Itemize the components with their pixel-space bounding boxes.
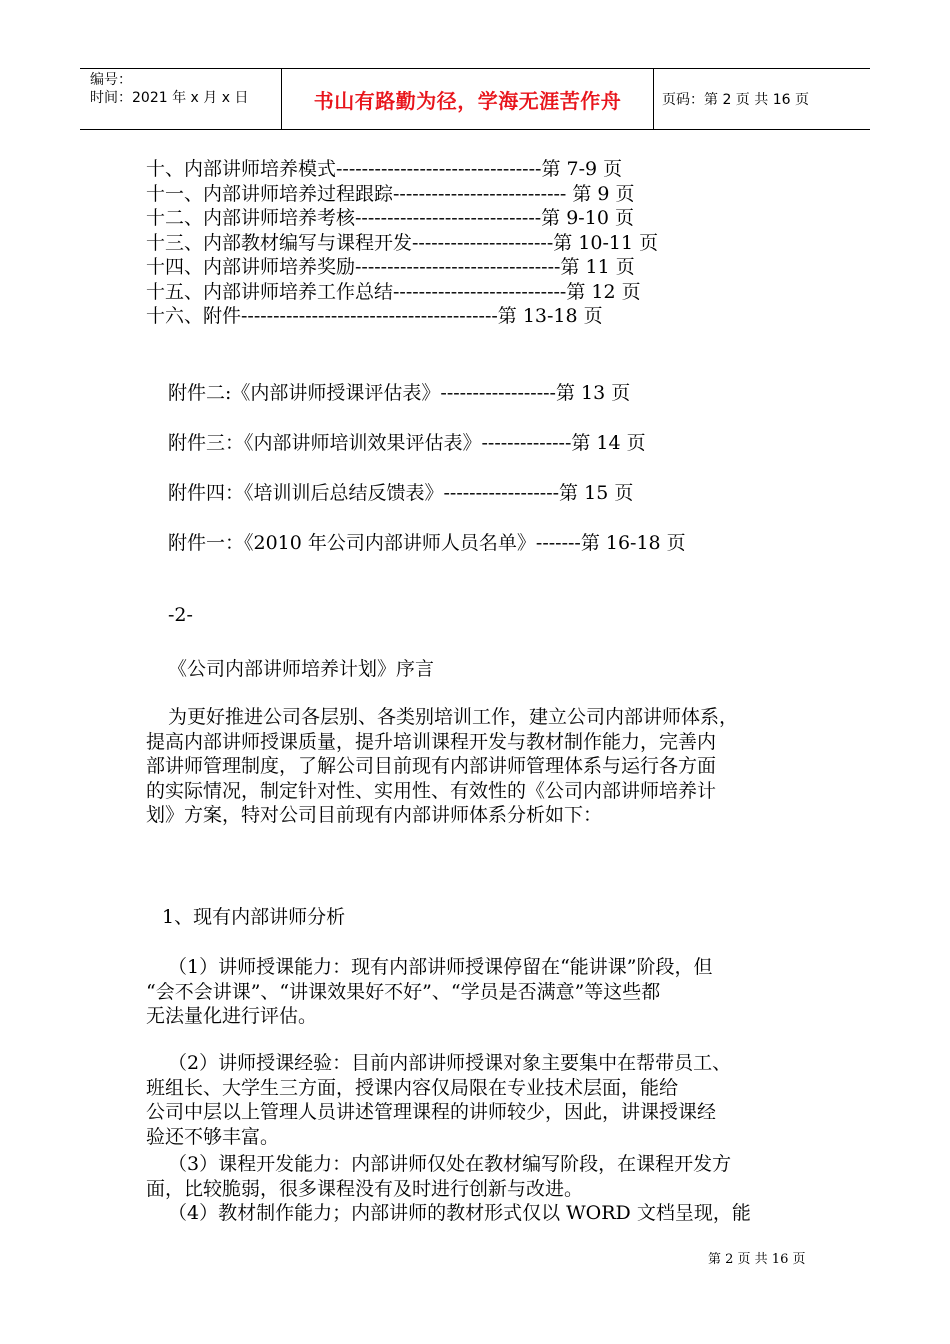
page-header: [80, 68, 870, 130]
annex-entry: 附件四：《培训训后总结反馈表》------------------第 15 页: [168, 482, 634, 504]
page-marker: -2-: [168, 604, 193, 626]
analysis-item-4: [146, 1201, 836, 1226]
intro-paragraph: [146, 705, 836, 828]
paragraph-line: 验还不够丰富。: [146, 1125, 280, 1148]
toc-entry: 十六、附件----------------------------------------第 13-18 页: [146, 305, 603, 327]
paragraph-line: 为更好推进公司各层别、各类别培训工作，建立公司内部讲师体系，: [168, 706, 739, 728]
section-title: 1、现有内部讲师分析: [162, 906, 346, 928]
paragraph-line: 面，比较脆弱，很多课程没有及时进行创新与改进。: [146, 1177, 584, 1200]
annex-entry: 附件二:《内部讲师授课评估表》------------------第 13 页: [168, 382, 631, 404]
paragraph-line: 部讲师管理制度，了解公司目前现有内部讲师管理体系与运行各方面: [146, 755, 717, 777]
toc-entry: 十、内部讲师培养模式--------------------------------第 7-9 页: [146, 158, 623, 180]
document-date: 时间：2021 年 x 月 x 日: [90, 90, 249, 106]
paragraph-line: （3）课程开发能力：内部讲师仅处在教材编写阶段，在课程开发方: [168, 1153, 732, 1175]
paragraph-line: 提高内部讲师授课质量，提升培训课程开发与教材制作能力，完善内: [146, 730, 717, 753]
analysis-item-1: [146, 955, 836, 1029]
page-footer: 第 2 页 共 16 页: [708, 1252, 806, 1267]
header-meta: [80, 69, 282, 129]
toc-entry: 十一、内部讲师培养过程跟踪--------------------------- 第 9 页: [146, 182, 635, 205]
document-number-label: 编号：: [90, 72, 132, 88]
analysis-item-2: [146, 1051, 836, 1149]
toc-entry: 十三、内部教材编写与课程开发----------------------第 10-11 页: [146, 231, 659, 254]
header-motto: 书山有路勤为径，学海无涯苦作舟: [282, 69, 654, 129]
toc-entry: 十五、内部讲师培养工作总结---------------------------第 12 页: [146, 280, 641, 303]
toc-entry: 十二、内部讲师培养考核-----------------------------第 9-10 页: [146, 207, 634, 229]
preface-title: 《公司内部讲师培养计划》序言: [168, 658, 435, 680]
table-of-contents: [146, 157, 658, 329]
analysis-item-3: [146, 1152, 836, 1201]
annex-entry: 附件三：《内部讲师培训效果评估表》--------------第 14 页: [168, 432, 646, 454]
paragraph-line: （2）讲师授课经验：目前内部讲师授课对象主要集中在帮带员工、: [168, 1052, 732, 1074]
paragraph-line: “会不会讲课”、“讲课效果好不好”、“学员是否满意”等这些都: [146, 980, 661, 1003]
paragraph-line: 划》方案，特对公司目前现有内部讲师体系分析如下：: [146, 804, 603, 826]
header-page-info: 页码：第 2 页 共 16 页: [662, 92, 809, 108]
toc-entry: 十四、内部讲师培养奖励--------------------------------第 11 页: [146, 256, 635, 278]
paragraph-line: 无法量化进行评估。: [146, 1005, 318, 1027]
paragraph-line: （4）教材制作能力；内部讲师的教材形式仅以 WORD 文档呈现，能: [168, 1202, 751, 1224]
paragraph-line: 公司中层以上管理人员讲述管理课程的讲师较少，因此，讲课授课经: [146, 1101, 717, 1123]
paragraph-line: 班组长、大学生三方面，授课内容仅局限在专业技术层面，能给: [146, 1076, 679, 1099]
paragraph-line: 的实际情况，制定针对性、实用性、有效性的《公司内部讲师培养计: [146, 779, 717, 802]
paragraph-line: （1）讲师授课能力：现有内部讲师授课停留在“能讲课”阶段，但: [168, 956, 713, 978]
annex-entry: 附件一：《2010 年公司内部讲师人员名单》-------第 16-18 页: [168, 532, 686, 554]
